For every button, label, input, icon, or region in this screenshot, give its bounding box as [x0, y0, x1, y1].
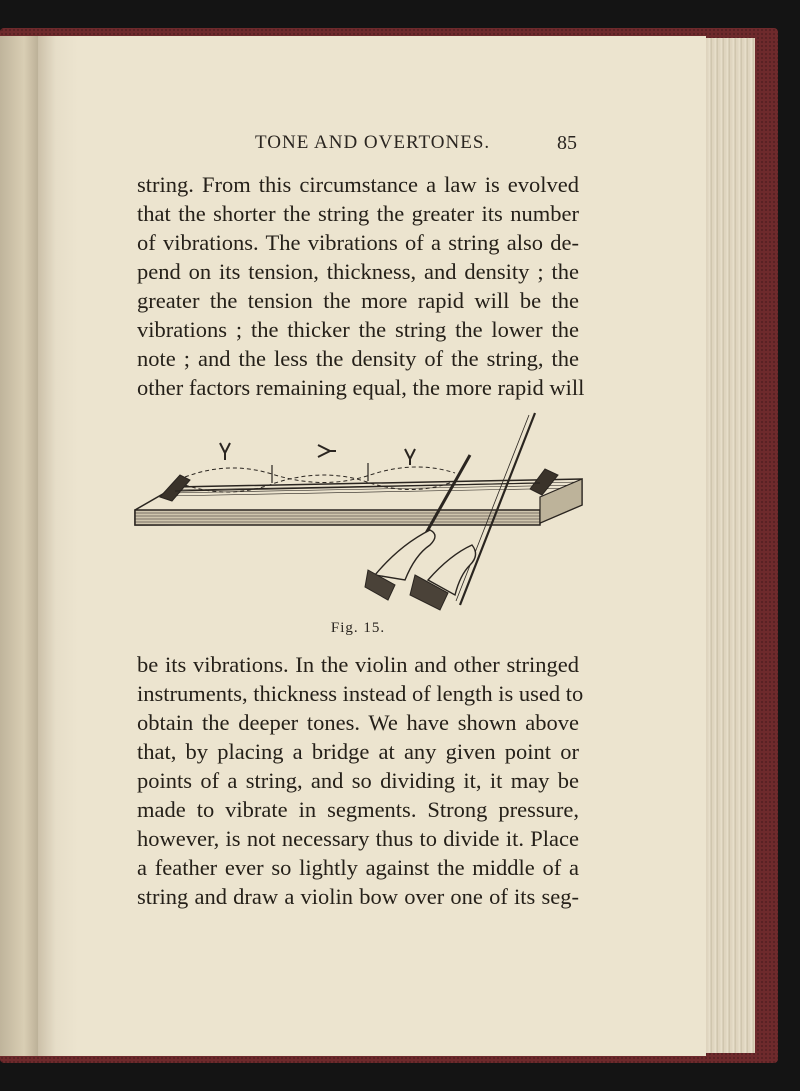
text-line: string and draw a violin bow over one of its seg-	[137, 884, 579, 909]
page-number: 85	[557, 132, 577, 154]
text-line: string. From this circumstance a law is evolved	[137, 172, 579, 197]
left-page-edge	[0, 36, 40, 1056]
text-line: vibrations ; the thicker the string the lower the	[137, 317, 579, 342]
text-line: other factors remaining equal, the more rapid will	[137, 375, 585, 400]
text-line: instruments, thickness instead of length is used to	[137, 681, 584, 706]
running-head-title: TONE AND OVERTONES.	[255, 132, 491, 153]
text-line: points of a string, and so dividing it, it may be	[137, 768, 579, 793]
text-line: however, is not necessary thus to divide it. Place	[137, 826, 579, 851]
text-line: obtain the deeper tones. We have shown above	[137, 710, 579, 735]
text-line: a feather ever so lightly against the middle of a	[137, 855, 579, 880]
text-line: pend on its tension, thickness, and density ; the	[137, 259, 579, 284]
text-line: made to vibrate in segments. Strong pressure,	[137, 797, 579, 822]
text-line: be its vibrations. In the violin and other stringed	[137, 652, 579, 677]
text-line: that, by placing a bridge at any given point or	[137, 739, 579, 764]
paragraph-2	[137, 650, 584, 911]
figure-string-illustration	[130, 405, 585, 620]
text-line: of vibrations. The vibrations of a string also de-	[137, 230, 579, 255]
paragraph-1	[137, 170, 585, 402]
figure-caption: Fig. 15.	[330, 620, 386, 636]
text-line: that the shorter the string the greater its number	[137, 201, 579, 226]
text-line: greater the tension the more rapid will be the	[137, 288, 579, 313]
text-line: note ; and the less the density of the string, the	[137, 346, 579, 371]
